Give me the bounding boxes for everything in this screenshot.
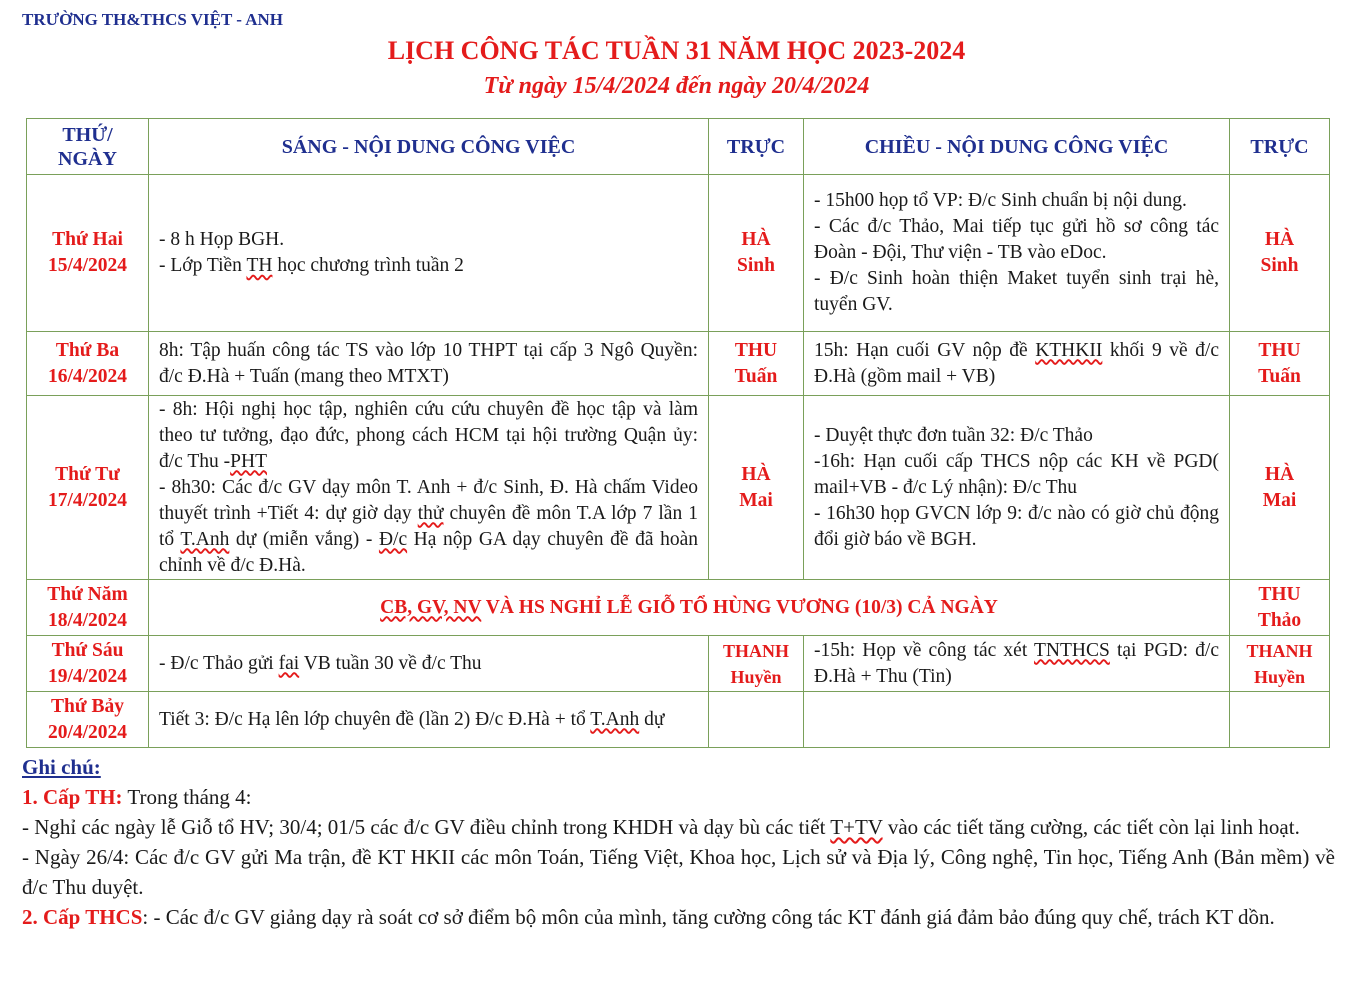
day-cell: Thứ Sáu 19/4/2024 — [27, 636, 149, 692]
morning-duty-cell: THANH Huyền — [709, 636, 804, 692]
schedule-table — [26, 118, 1330, 748]
day-cell: Thứ Tư 17/4/2024 — [27, 396, 149, 580]
table-row — [27, 692, 1330, 748]
afternoon-cell: - Duyệt thực đơn tuần 32: Đ/c Thảo -16h: Hạn cuối cấp THCS nộp các KH về PGD( mail+VB - đ/c Lý nhận): Đ/c Thu - 16h30 họp GVCN lớp 9: đ/c nào có giờ chủ động đổi giờ báo về BGH. — [804, 396, 1230, 580]
holiday-cell: CB, GV, NV VÀ HS NGHỈ LỄ GIỖ TỔ HÙNG VƯƠNG (10/3) CẢ NGÀY — [149, 580, 1230, 636]
notes-th-item: - Ngày 26/4: Các đ/c GV gửi Ma trận, đề KT HKII các môn Toán, Tiếng Việt, Khoa học, Lịch sử và Địa lý, Công nghệ, Tin học, Tiếng Anh (Bản mềm) về đ/c Thu duyệt. — [22, 845, 1335, 899]
morning-cell: - 8h: Hội nghị học tập, nghiên cứu cứu chuyên đề học tập và làm theo tư tưởng, đạo đức, phong cách HCM tại hội trường Quận ủy: đ/c Thu -PHT - 8h30: Các đ/c GV dạy môn T. Anh + đ/c Sinh, Đ. Hà chấm Video thuyết trình +Tiết 4: dự giờ dạy thử chuyên đề môn T.A lớp 7 lần 1 tổ T.Anh dự (miễn vắng) - Đ/c Hạ nộp GA dạy chuyên đề đã hoàn chỉnh về đ/c Đ.Hà. — [149, 396, 709, 580]
morning-duty-cell: HÀ Sinh — [709, 175, 804, 332]
afternoon-duty-cell: THANH Huyền — [1230, 636, 1330, 692]
morning-duty-cell: THU Tuấn — [709, 332, 804, 396]
day-cell: Thứ Ba 16/4/2024 — [27, 332, 149, 396]
morning-duty-cell: HÀ Mai — [709, 396, 804, 580]
header-day: THỨ/ NGÀY — [27, 119, 149, 175]
header-morning: SÁNG - NỘI DUNG CÔNG VIỆC — [149, 119, 709, 175]
notes-heading: Ghi chú: — [22, 755, 101, 779]
table-row — [27, 636, 1330, 692]
afternoon-duty-cell: HÀ Sinh — [1230, 175, 1330, 332]
page-subtitle: Từ ngày 15/4/2024 đến ngày 20/4/2024 — [483, 73, 870, 99]
morning-cell: Tiết 3: Đ/c Hạ lên lớp chuyên đề (lần 2) Đ/c Đ.Hà + tổ T.Anh dự — [149, 692, 709, 748]
afternoon-duty-cell: HÀ Mai — [1230, 396, 1330, 580]
morning-duty-cell — [709, 692, 804, 748]
table-row — [27, 175, 1330, 332]
table-row — [27, 580, 1330, 636]
school-name: TRƯỜNG TH&THCS VIỆT - ANH — [22, 10, 284, 29]
notes-thcs: 2. Cấp THCS: - Các đ/c GV giảng dạy rà soát cơ sở điểm bộ môn của mình, tăng cường công tác KT đánh giá đảm bảo đúng quy chế, trách KT dồn. — [22, 905, 1275, 929]
table-row — [27, 396, 1330, 580]
afternoon-cell — [804, 692, 1230, 748]
table-row — [27, 332, 1330, 396]
afternoon-cell: -15h: Họp về công tác xét TNTHCS tại PGD: đ/c Đ.Hà + Thu (Tin) — [804, 636, 1230, 692]
morning-cell: - Đ/c Thảo gửi fai VB tuần 30 về đ/c Thu — [149, 636, 709, 692]
afternoon-duty-cell: THU Thảo — [1230, 580, 1330, 636]
header-afternoon: CHIỀU - NỘI DUNG CÔNG VIỆC — [804, 119, 1230, 175]
header-afternoon-duty: TRỰC — [1230, 119, 1330, 175]
notes-th: 1. Cấp TH: Trong tháng 4: — [22, 785, 252, 809]
day-cell: Thứ Hai 15/4/2024 — [27, 175, 149, 332]
afternoon-cell: 15h: Hạn cuối GV nộp đề KTHKII khối 9 về đ/c Đ.Hà (gồm mail + VB) — [804, 332, 1230, 396]
day-cell: Thứ Năm 18/4/2024 — [27, 580, 149, 636]
notes-section — [22, 752, 1335, 932]
morning-cell: 8h: Tập huấn công tác TS vào lớp 10 THPT tại cấp 3 Ngô Quyền: đ/c Đ.Hà + Tuấn (mang theo MTXT) — [149, 332, 709, 396]
header-row — [27, 119, 1330, 175]
day-cell: Thứ Bảy 20/4/2024 — [27, 692, 149, 748]
afternoon-duty-cell — [1230, 692, 1330, 748]
header-morning-duty: TRỰC — [709, 119, 804, 175]
notes-th-item: - Nghỉ các ngày lễ Giỗ tổ HV; 30/4; 01/5 các đ/c GV điều chỉnh trong KHDH và dạy bù các tiết T+TV vào các tiết tăng cường, các tiết còn lại linh hoạt. — [22, 815, 1300, 839]
morning-cell: - 8 h Họp BGH. - Lớp Tiền TH học chương trình tuần 2 — [149, 175, 709, 332]
afternoon-cell: - 15h00 họp tổ VP: Đ/c Sinh chuẩn bị nội dung. - Các đ/c Thảo, Mai tiếp tục gửi hồ sơ công tác Đoàn - Đội, Thư viện - TB vào eDoc. - Đ/c Sinh hoàn thiện Maket tuyển sinh trại hè, tuyển GV. — [804, 175, 1230, 332]
afternoon-duty-cell: THU Tuấn — [1230, 332, 1330, 396]
page-title: LỊCH CÔNG TÁC TUẦN 31 NĂM HỌC 2023-2024 — [387, 36, 966, 65]
